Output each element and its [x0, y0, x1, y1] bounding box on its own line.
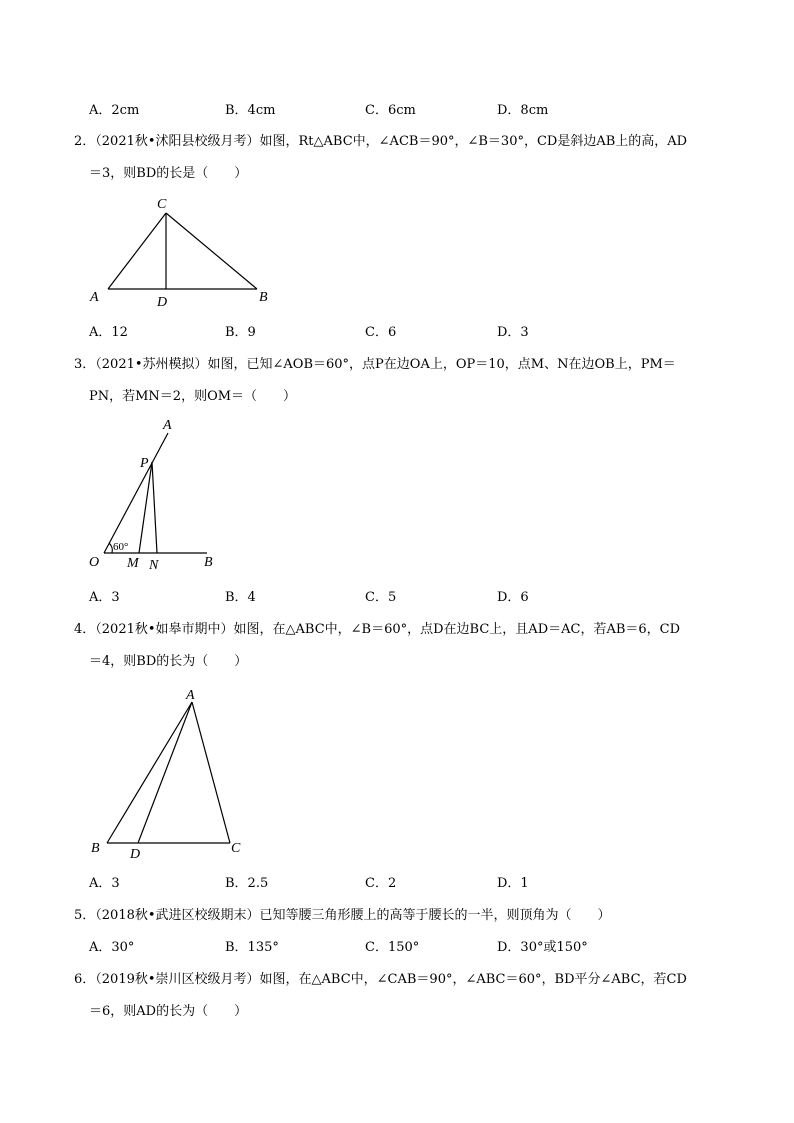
q4-label-b: B [91, 841, 100, 856]
q3-label-b: B [204, 555, 213, 570]
q6-stem-line2: ＝6，则AD的长为（ ） [89, 1004, 248, 1019]
q4-label-a: A [186, 688, 195, 703]
q3-option-d: D．6 [497, 590, 529, 605]
q4-label-c: C [231, 841, 241, 856]
q4-option-b: B．2.5 [225, 876, 269, 891]
q1-option-a: A．2cm [89, 103, 140, 118]
q4-option-d: D．1 [497, 876, 529, 891]
q3-label-m: M [127, 556, 139, 571]
q2-label-a: A [90, 290, 99, 305]
q3-option-b: B．4 [225, 590, 256, 605]
q3-option-a: A．3 [89, 590, 120, 605]
q2-option-b: B．9 [225, 325, 256, 340]
q5-option-b: B．135° [225, 940, 279, 955]
q5-option-a: A．30° [89, 940, 135, 955]
q2-label-d: D [157, 295, 168, 310]
q5-option-c: C．150° [365, 940, 420, 955]
q3-label-o: O [89, 555, 100, 570]
q4-option-c: C．2 [365, 876, 397, 891]
q2-option-a: A．12 [89, 325, 128, 340]
q2-label-b: B [259, 290, 268, 305]
q5-option-d: D．30°或150° [497, 940, 588, 955]
q2-stem-line1: 2．（2021秋•沭阳县校级月考）如图，Rt△ABC中，∠ACB＝90°，∠B＝30°，CD是斜边AB上的高，AD [74, 134, 688, 149]
q1-option-b: B．4cm [225, 103, 276, 118]
q3-label-a: A [163, 418, 172, 433]
q3-label-p: P [140, 456, 149, 471]
q2-label-c: C [157, 197, 167, 212]
q5-options [0, 940, 794, 956]
q3-stem-line2: PN，若MN＝2，则OM＝（ ） [89, 389, 297, 404]
q2-stem-line2: ＝3，则BD的长是（ ） [89, 166, 248, 181]
q3-angle-label: 60° [113, 541, 129, 553]
q3-label-n: N [149, 558, 159, 573]
q4-stem-line1: 4．（2021秋•如皋市期中）如图，在△ABC中，∠B＝60°，点D在边BC上，且AD＝AC，若AB＝6，CD [74, 622, 681, 637]
q2-option-c: C．6 [365, 325, 397, 340]
q5-stem-line1: 5．（2018秋•武进区校级期末）已知等腰三角形腰上的高等于腰长的一半，则顶角为（ ） [74, 908, 611, 923]
q3-option-c: C．5 [365, 590, 397, 605]
q6-stem-line1: 6．（2019秋•崇川区校级月考）如图，在△ABC中，∠CAB＝90°，∠ABC＝60°，BD平分∠ABC，若CD [74, 972, 687, 987]
q4-option-a: A．3 [89, 876, 120, 891]
q1-option-d: D．8cm [497, 103, 549, 118]
q4-label-d: D [130, 847, 141, 862]
q3-stem-line1: 3．（2021•苏州模拟）如图，已知∠AOB＝60°，点P在边OA上，OP＝10，点M、N在边OB上，PM＝ [74, 357, 676, 372]
q1-option-c: C．6cm [365, 103, 416, 118]
q4-stem-line2: ＝4，则BD的长为（ ） [89, 654, 248, 669]
q4-options [0, 876, 794, 892]
q2-option-d: D．3 [497, 325, 529, 340]
